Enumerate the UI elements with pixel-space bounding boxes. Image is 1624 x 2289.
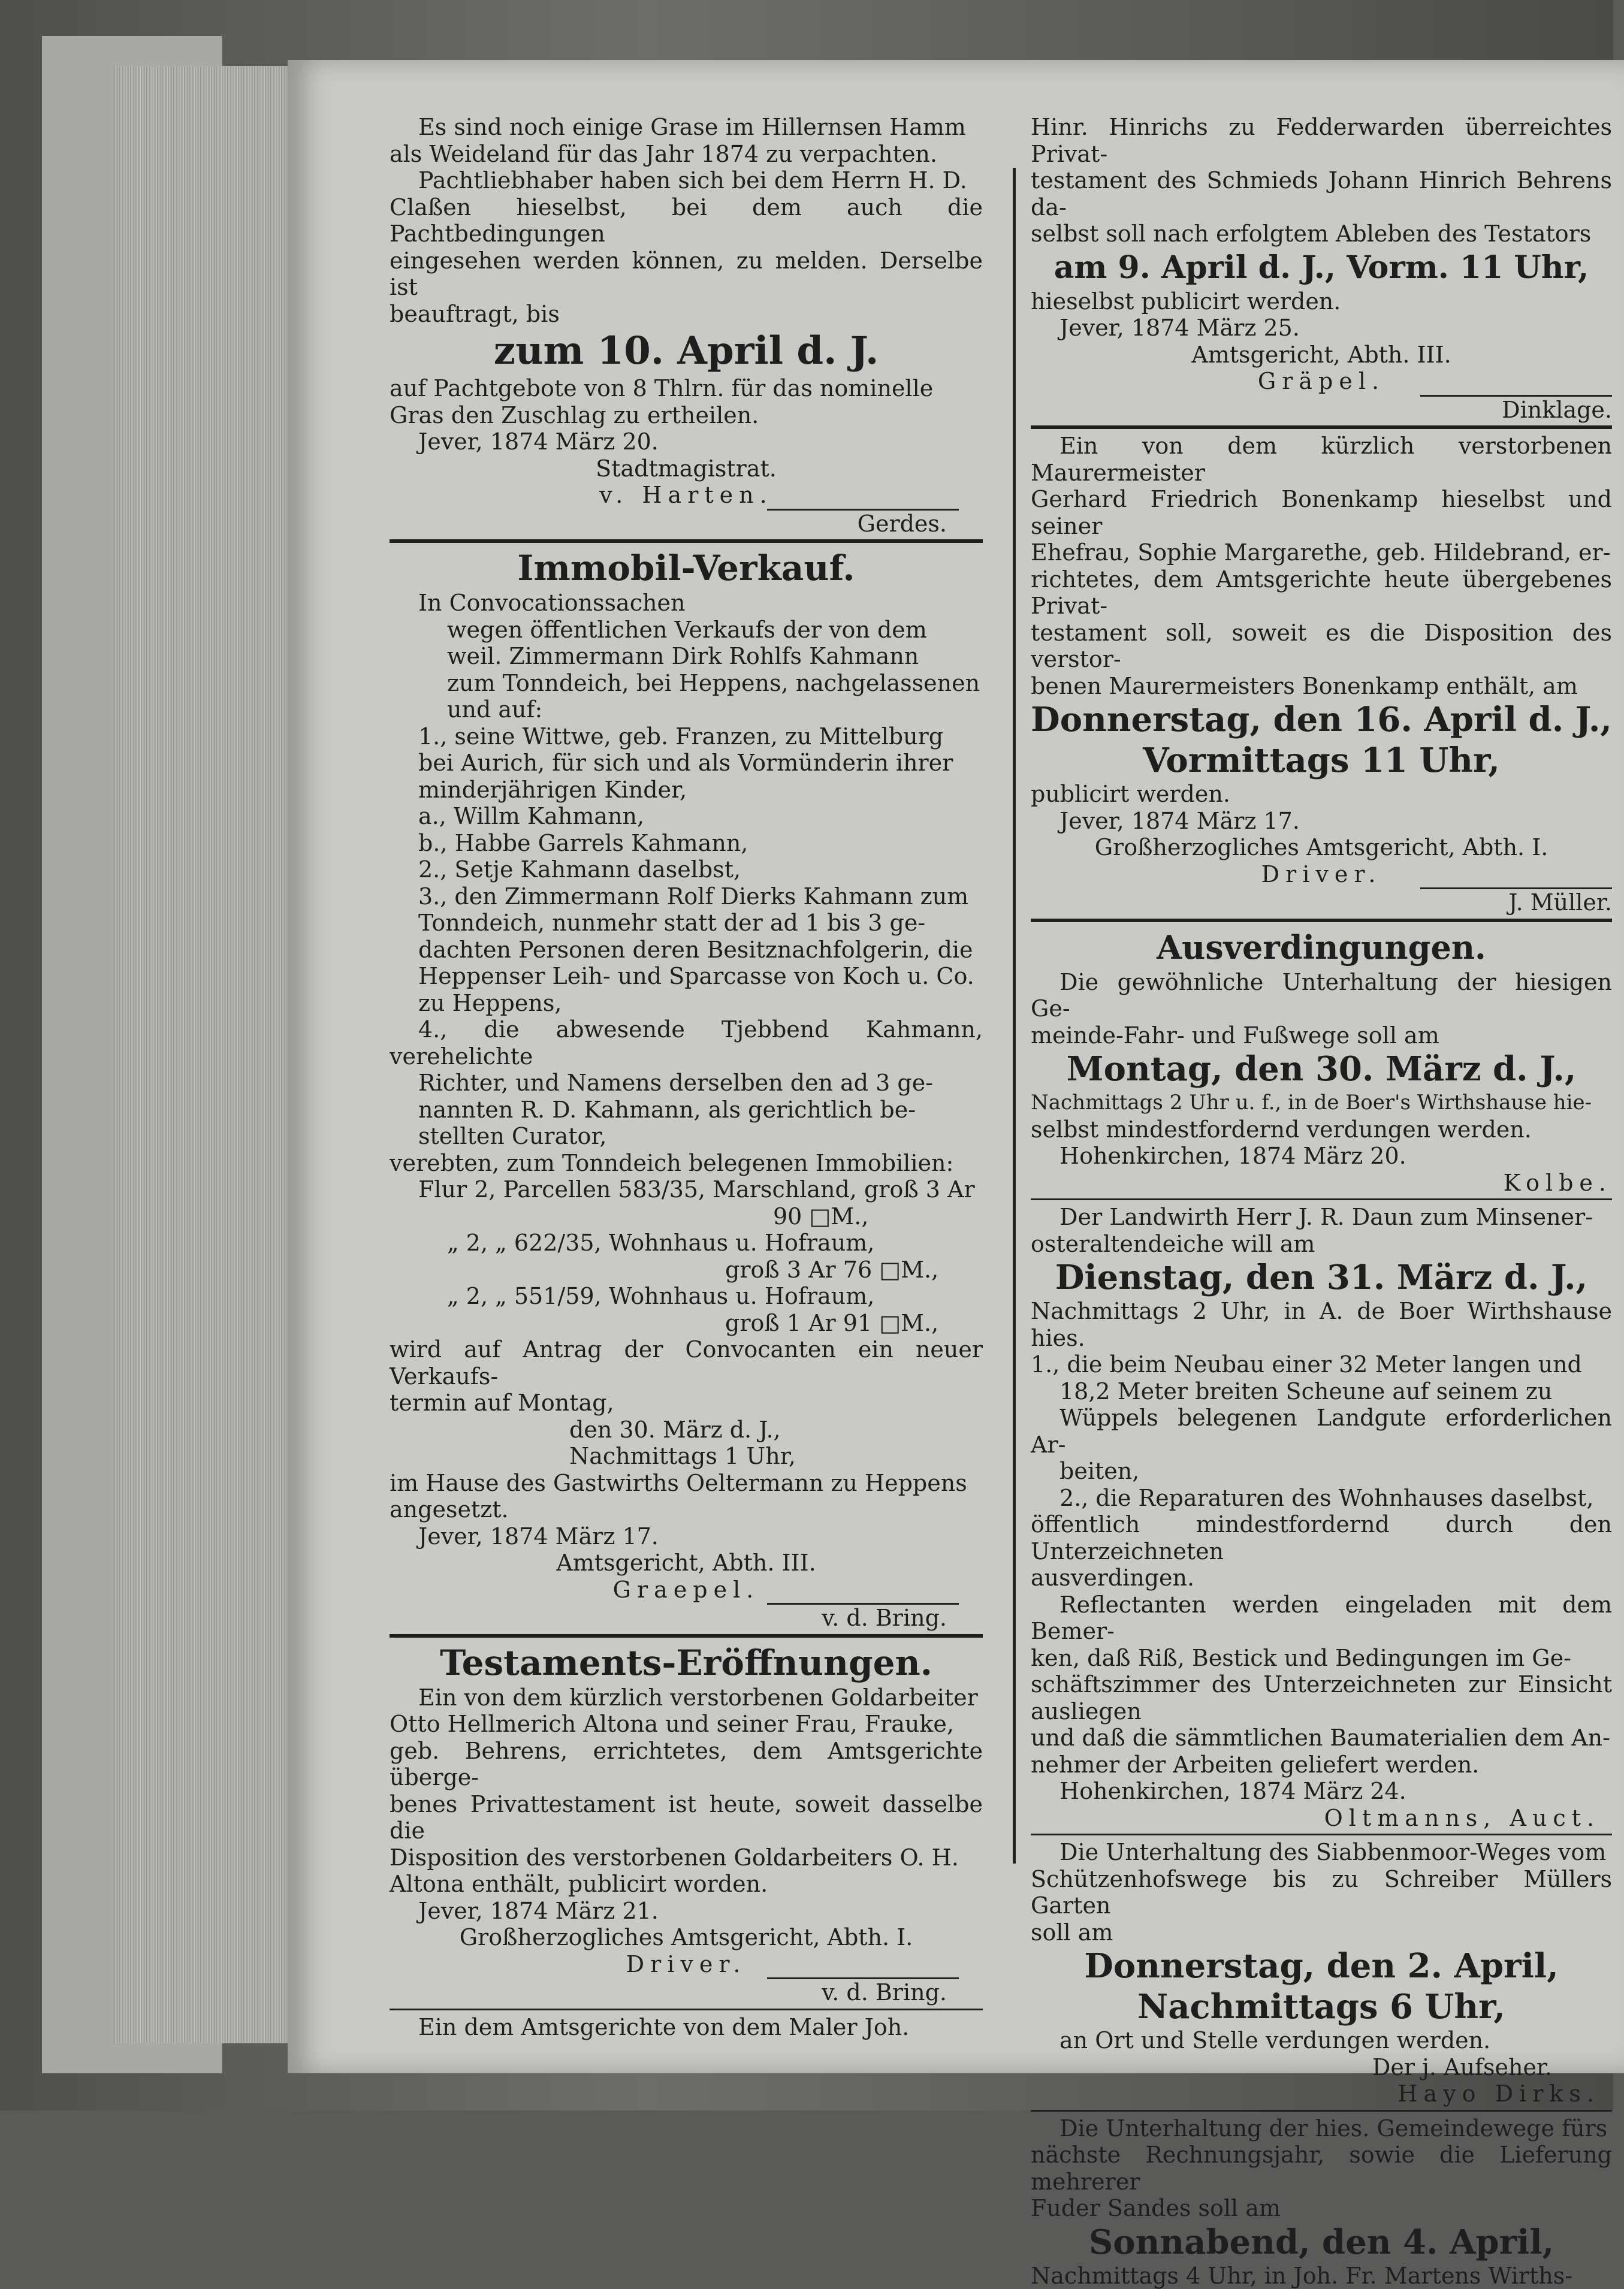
signature: Driver. — [390, 1951, 983, 1978]
sand-delivery-notice — [1031, 2115, 1612, 2289]
text-line: soll am — [1031, 1919, 1612, 1946]
text-line: Die Unterhaltung des Siabbenmoor-Weges vom — [1031, 1839, 1612, 1866]
text-line: und daß die sämmtlichen Baumaterialien dem An- — [1031, 1725, 1612, 1752]
date-line: Donnerstag, den 16. April d. J., — [1031, 699, 1612, 740]
section-rule — [1031, 1834, 1612, 1835]
text-line: Ein von dem kürzlich verstorbenen Goldarbeiter — [390, 1684, 983, 1711]
column-divider — [1013, 168, 1016, 1864]
text-line: wegen öffentlichen Verkaufs der von dem — [390, 617, 983, 644]
text-line: den 30. März d. J., — [390, 1417, 983, 1444]
date-line: Sonnabend, den 4. April, — [1031, 2222, 1612, 2263]
text-line: testament soll, soweit es die Disposition des verstor- — [1031, 620, 1612, 673]
text-line: nächste Rechnungsjahr, sowie die Lieferung mehrerer — [1031, 2142, 1612, 2195]
text-line: im Hause des Gastwirths Oeltermann zu Heppens — [390, 1470, 983, 1497]
text-line: beiten, — [1031, 1458, 1612, 1485]
text-line: nehmer der Arbeiten geliefert werden. — [1031, 1752, 1612, 1778]
text-line: 1., seine Wittwe, geb. Franzen, zu Mittelburg — [390, 723, 983, 750]
text-line: Pachtliebhaber haben sich bei dem Herrn H. D. — [390, 167, 983, 194]
text-line: Ein von dem kürzlich verstorbenen Maurermeister — [1031, 433, 1612, 486]
text-line: meinde-Fahr- und Fußwege soll am — [1031, 1022, 1612, 1049]
clerk-note: Gerdes. — [390, 511, 983, 537]
text-line: groß 3 Ar 76 □M., — [390, 1257, 983, 1284]
section-heading: Ausverdingungen. — [1031, 926, 1612, 969]
text-line: hieselbst publicirt werden. — [1031, 288, 1612, 315]
time-line: Nachmittags 6 Uhr, — [1031, 1986, 1612, 2027]
text-line: wird auf Antrag der Convocanten ein neuer Verkaufs- — [390, 1336, 983, 1390]
signature: Driver. — [1031, 861, 1612, 888]
date-line: am 9. April d. J., Vorm. 11 Uhr, — [1031, 247, 1612, 288]
text-line: Flur 2, Parcellen 583/35, Marschland, groß 3 Ar — [390, 1176, 983, 1203]
text-line: Wüppels belegenen Landgute erforderlichen Ar- — [1031, 1405, 1612, 1458]
clerk-note: v. d. Bring. — [390, 1979, 983, 2006]
clerk-note: J. Müller. — [1031, 889, 1612, 916]
issuing-office: Großherzogliches Amtsgericht, Abth. I. — [390, 1924, 983, 1951]
text-line: Nachmittags 4 Uhr, in Joh. Fr. Martens Wirths- — [1031, 2263, 1612, 2289]
section-rule — [390, 2009, 983, 2010]
text-line: Fuder Sandes soll am — [1031, 2195, 1612, 2222]
section-heading: Immobil-Verkauf. — [390, 546, 983, 590]
text-line: geb. Behrens, errichtetes, dem Amtsgerichte überge- — [390, 1738, 983, 1791]
issuing-office: Amtsgericht, Abth. III. — [1031, 342, 1612, 369]
text-line: Claßen hieselbst, bei dem auch die Pachtbedingungen — [390, 194, 983, 247]
text-line: Ehefrau, Sophie Margarethe, geb. Hildebrand, er- — [1031, 539, 1612, 566]
date-line: Montag, den 30. März d. J., — [1031, 1049, 1612, 1089]
place-date: Jever, 1874 März 17. — [1031, 808, 1612, 835]
signature: Oltmanns, Auct. — [1031, 1805, 1612, 1832]
barn-construction-notice — [1031, 1204, 1612, 1831]
text-line: Otto Hellmerich Altona und seiner Frau, Frauke, — [390, 1711, 983, 1738]
text-line: b., Habbe Garrels Kahmann, — [390, 830, 983, 857]
section-rule — [1031, 919, 1612, 922]
text-line: auf Pachtgebote von 8 Thlrn. für das nominelle — [390, 375, 983, 402]
text-line: Nachmittags 1 Uhr, — [390, 1443, 983, 1470]
text-line: 2., die Reparaturen des Wohnhauses daselbst, — [1031, 1485, 1612, 1512]
deadline-date: zum 10. April d. J. — [390, 327, 983, 375]
text-line: termin auf Montag, — [390, 1390, 983, 1417]
path-maintenance-notice — [1031, 1839, 1612, 2107]
text-line: Heppenser Leih- und Sparcasse von Koch u. Co. — [390, 963, 983, 990]
clerk-note: Dinklage. — [1031, 397, 1612, 424]
text-line: dachten Personen deren Besitznachfolgerin, die — [390, 937, 983, 964]
text-line: zum Tonndeich, bei Heppens, nachgelassenen — [390, 670, 983, 697]
issuing-office: Großherzogliches Amtsgericht, Abth. I. — [1031, 834, 1612, 861]
text-line: benen Maurermeisters Bonenkamp enthält, am — [1031, 673, 1612, 700]
testament-opening-notice — [390, 1641, 983, 2006]
text-line: zu Heppens, — [390, 990, 983, 1017]
text-line: osteraltendeiche will am — [1031, 1231, 1612, 1258]
section-rule — [1031, 2110, 1612, 2112]
text-line: Gras den Zuschlag zu ertheilen. — [390, 402, 983, 429]
text-line: angesetzt. — [390, 1496, 983, 1523]
text-line: Disposition des verstorbenen Goldarbeiters O. H. — [390, 1844, 983, 1871]
text-line: Tonndeich, nunmehr statt der ad 1 bis 3 ge- — [390, 910, 983, 937]
text-line: Nachmittags 2 Uhr, in A. de Boer Wirthshause hies. — [1031, 1298, 1612, 1351]
testament-notice-bonenkamp — [1031, 433, 1612, 916]
text-line: ausverdingen. — [1031, 1565, 1612, 1592]
section-heading: Testaments-Eröffnungen. — [390, 1641, 983, 1684]
date-line: Dienstag, den 31. März d. J., — [1031, 1257, 1612, 1298]
text-line: öffentlich mindestfordernd durch den Unterzeichneten — [1031, 1511, 1612, 1565]
text-line: 1., die beim Neubau einer 32 Meter langen und — [1031, 1351, 1612, 1378]
text-line: stellten Curator, — [390, 1123, 983, 1150]
text-line: 18,2 Meter breiten Scheune auf seinem zu — [1031, 1378, 1612, 1405]
text-line: a., Willm Kahmann, — [390, 803, 983, 830]
text-line: Reflectanten werden eingeladen mit dem Bemer- — [1031, 1592, 1612, 1645]
clerk-note: v. d. Bring. — [390, 1605, 983, 1632]
section-rule — [1031, 425, 1612, 429]
text-line: „ 2, „ 551/59, Wohnhaus u. Hofraum, — [390, 1283, 983, 1310]
section-rule — [390, 1634, 983, 1638]
text-line: „ 2, „ 622/35, Wohnhaus u. Hofraum, — [390, 1230, 983, 1257]
text-line: nannten R. D. Kahmann, als gerichtlich be- — [390, 1097, 983, 1124]
road-maintenance-notice — [1031, 926, 1612, 1197]
text-line: richtetes, dem Amtsgerichte heute übergebenes Privat- — [1031, 566, 1612, 620]
text-line: und auf: — [390, 696, 983, 723]
right-column — [1031, 114, 1612, 2289]
pasture-lease-notice — [390, 114, 983, 537]
text-line: selbst mindestfordernd verdungen werden. — [1031, 1116, 1612, 1143]
date-line: Donnerstag, den 2. April, — [1031, 1946, 1612, 1986]
text-line: Schützenhofswege bis zu Schreiber Müllers Garten — [1031, 1866, 1612, 1919]
text-line: als Weideland für das Jahr 1874 zu verpachten. — [390, 141, 983, 168]
signature: v. Harten. — [390, 482, 983, 509]
place-date: Hohenkirchen, 1874 März 24. — [1031, 1778, 1612, 1805]
text-line: testament des Schmieds Johann Hinrich Behrens da- — [1031, 167, 1612, 221]
page-edges — [114, 66, 295, 2043]
left-column — [390, 114, 983, 2040]
text-line: benes Privattestament ist heute, soweit dasselbe die — [390, 1791, 983, 1844]
issuing-office: Amtsgericht, Abth. III. — [390, 1550, 983, 1577]
text-line: ken, daß Riß, Bestick und Bedingungen im Ge- — [1031, 1645, 1612, 1672]
text-line: Ein dem Amtsgerichte von dem Maler Joh. — [390, 2014, 983, 2041]
text-line: Die Unterhaltung der hies. Gemeindewege fürs — [1031, 2115, 1612, 2142]
text-line: Gerhard Friedrich Bonenkamp hieselbst und seiner — [1031, 486, 1612, 539]
place-date: Jever, 1874 März 17. — [390, 1523, 983, 1550]
text-line: beauftragt, bis — [390, 301, 983, 328]
section-rule — [1031, 1198, 1612, 1200]
issuing-office: Der j. Aufseher. — [1031, 2054, 1612, 2081]
testament-notice-behrens — [1031, 114, 1612, 423]
signature: Kolbe. — [1031, 1170, 1612, 1197]
text-line: selbst soll nach erfolgtem Ableben des Testators — [1031, 221, 1612, 247]
text-line: 3., den Zimmermann Rolf Dierks Kahmann zum — [390, 883, 983, 910]
time-line: Vormittags 11 Uhr, — [1031, 740, 1612, 781]
text-line: Die gewöhnliche Unterhaltung der hiesigen Ge- — [1031, 969, 1612, 1022]
text-line: 4., die abwesende Tjebbend Kahmann, verehelichte — [390, 1016, 983, 1070]
text-line: 90 □M., — [390, 1203, 983, 1230]
signature: Hayo Dirks. — [1031, 2080, 1612, 2107]
text-line: bei Aurich, für sich und als Vormünderin ihrer — [390, 750, 983, 777]
text-line: Hinr. Hinrichs zu Fedderwarden überreichtes Privat- — [1031, 114, 1612, 167]
signature: Gräpel. — [1031, 368, 1612, 395]
section-rule — [390, 539, 983, 543]
text-line: In Convocationssachen — [390, 590, 983, 617]
place-date: Jever, 1874 März 20. — [390, 428, 983, 455]
real-estate-sale-notice — [390, 546, 983, 1632]
text-line: publicirt werden. — [1031, 781, 1612, 808]
text-line: weil. Zimmermann Dirk Rohlfs Kahmann — [390, 643, 983, 670]
text-line: Nachmittags 2 Uhr u. f., in de Boer's Wirthshause hie- — [1031, 1089, 1612, 1116]
issuing-office: Stadtmagistrat. — [390, 455, 983, 482]
signature: Graepel. — [390, 1577, 983, 1603]
place-date: Hohenkirchen, 1874 März 20. — [1031, 1143, 1612, 1170]
place-date: Jever, 1874 März 21. — [390, 1898, 983, 1925]
text-line: minderjährigen Kinder, — [390, 777, 983, 804]
text-line: schäftszimmer des Unterzeichneten zur Einsicht ausliegen — [1031, 1671, 1612, 1725]
text-line: eingesehen werden können, zu melden. Derselbe ist — [390, 247, 983, 301]
text-line: Es sind noch einige Grase im Hillernsen Hamm — [390, 114, 983, 141]
text-line: Der Landwirth Herr J. R. Daun zum Minsener- — [1031, 1204, 1612, 1231]
text-line: 2., Setje Kahmann daselbst, — [390, 856, 983, 883]
text-line: verebten, zum Tonndeich belegenen Immobilien: — [390, 1150, 983, 1177]
text-line: groß 1 Ar 91 □M., — [390, 1310, 983, 1337]
text-line: Richter, und Namens derselben den ad 3 ge- — [390, 1070, 983, 1097]
place-date: Jever, 1874 März 25. — [1031, 315, 1612, 342]
text-line: an Ort und Stelle verdungen werden. — [1031, 2027, 1612, 2054]
text-line: Altona enthält, publicirt worden. — [390, 1871, 983, 1898]
